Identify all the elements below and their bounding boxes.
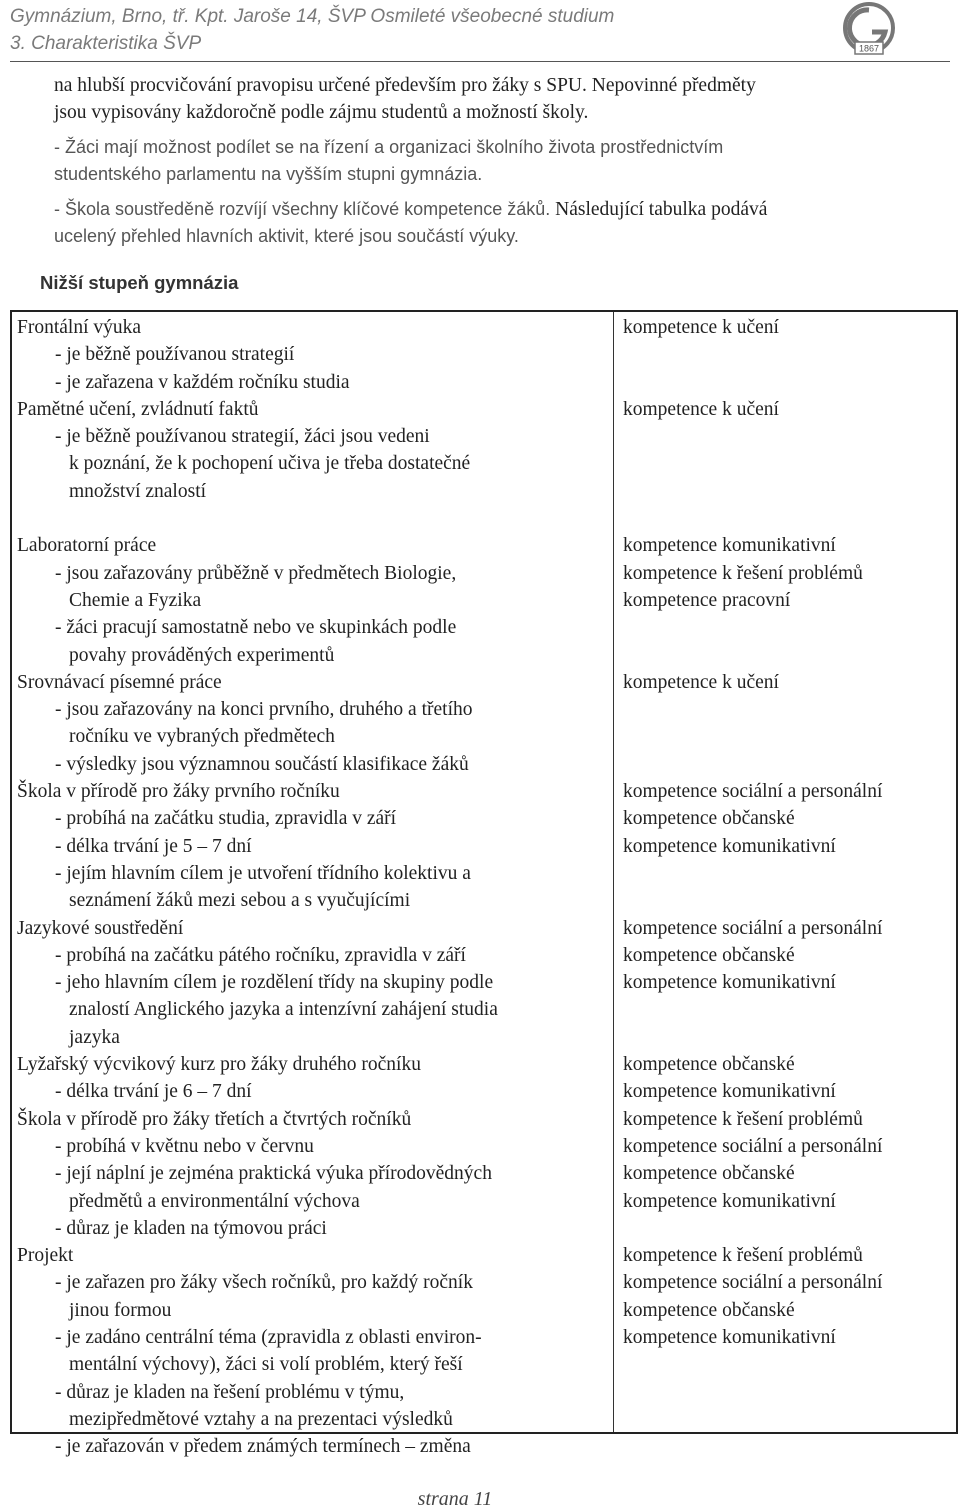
activity-detail: - žáci pracují samostatně nebo ve skupinkách podle [55, 617, 457, 639]
competence-item: kompetence komunikativní [623, 535, 836, 557]
school-logo [842, 2, 896, 60]
activity-title: Srovnávací písemné práce [17, 671, 222, 693]
competence-cell [623, 669, 953, 696]
activity-cell [17, 778, 611, 914]
activity-detail: mezipředmětové vztahy a na prezentaci výsledků [69, 1408, 453, 1430]
activity-detail: - je zařazen pro žáky všech ročníků, pro každý ročník [55, 1272, 473, 1294]
activity-detail: - probíhá v květnu nebo v červnu [55, 1135, 314, 1157]
competence-cell [623, 532, 953, 614]
competence-item: kompetence komunikativní [623, 835, 836, 857]
intro-line: na hlubší procvičování pravopisu určené především pro žáky s SPU. Nepovinné předměty [54, 75, 756, 96]
activity-detail: - je zadáno centrální téma (zpravidla z oblasti environ- [55, 1327, 482, 1349]
activity-detail: - délka trvání je 5 – 7 dní [55, 835, 252, 857]
activity-detail: - jsou zařazovány na konci prvního, druhého a třetího [55, 699, 473, 721]
intro-line: Následující tabulka podává [555, 199, 768, 220]
competence-item: kompetence občanské [623, 1299, 795, 1321]
competence-item: kompetence sociální a personální [623, 1272, 883, 1294]
competence-item: kompetence sociální a personální [623, 781, 883, 803]
activity-detail: - je běžně používanou strategií [55, 344, 295, 366]
competence-item: kompetence k učení [623, 398, 779, 420]
activity-detail: - důraz je kladen na řešení problému v týmu, [55, 1381, 405, 1403]
activity-detail: předmětů a environmentální výchova [69, 1190, 360, 1212]
activity-detail: - je zařazena v každém ročníku studia [55, 371, 350, 393]
competence-cell [623, 1106, 953, 1215]
activity-title: Frontální výuka [17, 317, 142, 338]
activity-detail: - výsledky jsou významnou součástí klasifikace žáků [55, 753, 469, 775]
intro-line: - Žáci mají možnost podílet se na řízení a organizaci školního života prostřednictvím [54, 137, 724, 157]
intro-text [54, 72, 934, 250]
competence-item: kompetence občanské [623, 808, 795, 830]
logo-year: 1867 [858, 43, 880, 54]
activity-title: Škola v přírodě pro žáky třetích a čtvrtých ročníků [17, 1108, 412, 1130]
competence-item: kompetence k řešení problémů [623, 1245, 863, 1267]
activity-cell [17, 915, 611, 1051]
competence-cell [623, 314, 953, 341]
competence-item: kompetence komunikativní [623, 1190, 836, 1212]
competence-item: kompetence k řešení problémů [623, 562, 863, 584]
activity-detail: množství znalostí [69, 480, 207, 502]
competence-item: kompetence sociální a personální [623, 1135, 883, 1157]
section-title: Nižší stupeň gymnázia [40, 272, 239, 293]
activity-detail: - důraz je kladen na týmovou práci [55, 1217, 327, 1239]
activity-detail: - jeho hlavním cílem je rozdělení třídy na skupiny podle [55, 972, 494, 994]
activity-detail: - její náplní je zejména praktická výuka přírodovědných [55, 1163, 492, 1185]
competence-item: kompetence občanské [623, 1163, 795, 1185]
competence-item: kompetence sociální a personální [623, 917, 883, 939]
activity-detail: - jejím hlavním cílem je utvoření třídního kolektivu a [55, 862, 471, 884]
competence-item: kompetence komunikativní [623, 972, 836, 994]
activity-title: Pamětné učení, zvládnutí faktů [17, 398, 259, 420]
intro-mixed-line [54, 196, 934, 223]
header-section-line: 3. Charakteristika ŠVP [10, 33, 202, 54]
header-school-line: Gymnázium, Brno, tř. Kpt. Jaroše 14, ŠVP Osmileté všeobecné studium [10, 6, 615, 27]
activity-cell [17, 1106, 611, 1242]
competence-item: kompetence k učení [623, 671, 779, 693]
activity-title: Škola v přírodě pro žáky prvního ročníku [17, 781, 340, 803]
activity-cell [17, 532, 611, 668]
activity-cell [17, 1242, 611, 1460]
activity-detail: - je zařazován v předem známých termínech – změna [55, 1436, 471, 1458]
activity-cell [17, 396, 611, 505]
activity-detail: mentální výchovy), žáci si volí problém, který řeší [69, 1354, 463, 1376]
activity-detail: jinou formou [69, 1299, 172, 1321]
competence-item: kompetence k učení [623, 317, 779, 338]
header-rule [10, 61, 950, 62]
intro-line: - Škola soustředěně rozvíjí všechny klíčové kompetence žáků. [54, 199, 551, 219]
activity-detail: seznámení žáků mezi sebou a s vyučujícími [69, 890, 411, 912]
competence-cell [623, 396, 953, 423]
activity-detail: Chemie a Fyzika [69, 589, 202, 611]
activity-detail: - jsou zařazovány průběžně v předmětech Biologie, [55, 562, 457, 584]
activity-detail: - probíhá na začátku pátého ročníku, zpravidla v září [55, 944, 466, 966]
competence-item: kompetence občanské [623, 1054, 795, 1076]
competence-item: kompetence pracovní [623, 589, 791, 611]
competence-cell [623, 1242, 953, 1351]
competence-item: kompetence komunikativní [623, 1081, 836, 1103]
activity-title: Lyžařský výcvikový kurz pro žáky druhého ročníku [17, 1054, 421, 1076]
activity-detail: ročníku ve vybraných předmětech [69, 726, 335, 748]
competence-cell [623, 778, 953, 860]
activity-title: Laboratorní práce [17, 535, 157, 557]
competence-item: kompetence komunikativní [623, 1327, 836, 1349]
page-header [0, 0, 960, 62]
activity-cell [17, 314, 611, 396]
page-number: strana 11 [417, 1488, 493, 1510]
activity-detail: - probíhá na začátku studia, zpravidla v září [55, 808, 397, 830]
activity-cell [17, 669, 611, 778]
activity-title: Projekt [17, 1245, 74, 1267]
activity-detail: - je běžně používanou strategií, žáci jsou vedeni [55, 426, 430, 448]
competence-item: kompetence k řešení problémů [623, 1108, 863, 1130]
competence-cell [623, 915, 953, 997]
activity-detail: povahy prováděných experimentů [69, 644, 335, 666]
activity-detail: - délka trvání je 6 – 7 dní [55, 1081, 252, 1103]
competence-item: kompetence občanské [623, 944, 795, 966]
activity-cell [17, 1051, 611, 1106]
intro-line: studentského parlamentu na vyšším stupni gymnázia. [54, 164, 483, 184]
activity-detail: k poznání, že k pochopení učiva je třeba dostatečné [69, 453, 471, 475]
intro-line: jsou vypisovány každoročně podle zájmu studentů a možností školy. [54, 102, 589, 123]
intro-line: ucelený přehled hlavních aktivit, které jsou součástí výuky. [54, 226, 519, 246]
table-column-divider [613, 312, 614, 1432]
activity-title: Jazykové soustředění [17, 917, 184, 939]
activity-detail: znalostí Anglického jazyka a intenzívní zahájení studia [69, 999, 498, 1021]
activity-detail: jazyka [69, 1026, 120, 1048]
competence-cell [623, 1051, 953, 1106]
activities-table [10, 310, 958, 1458]
